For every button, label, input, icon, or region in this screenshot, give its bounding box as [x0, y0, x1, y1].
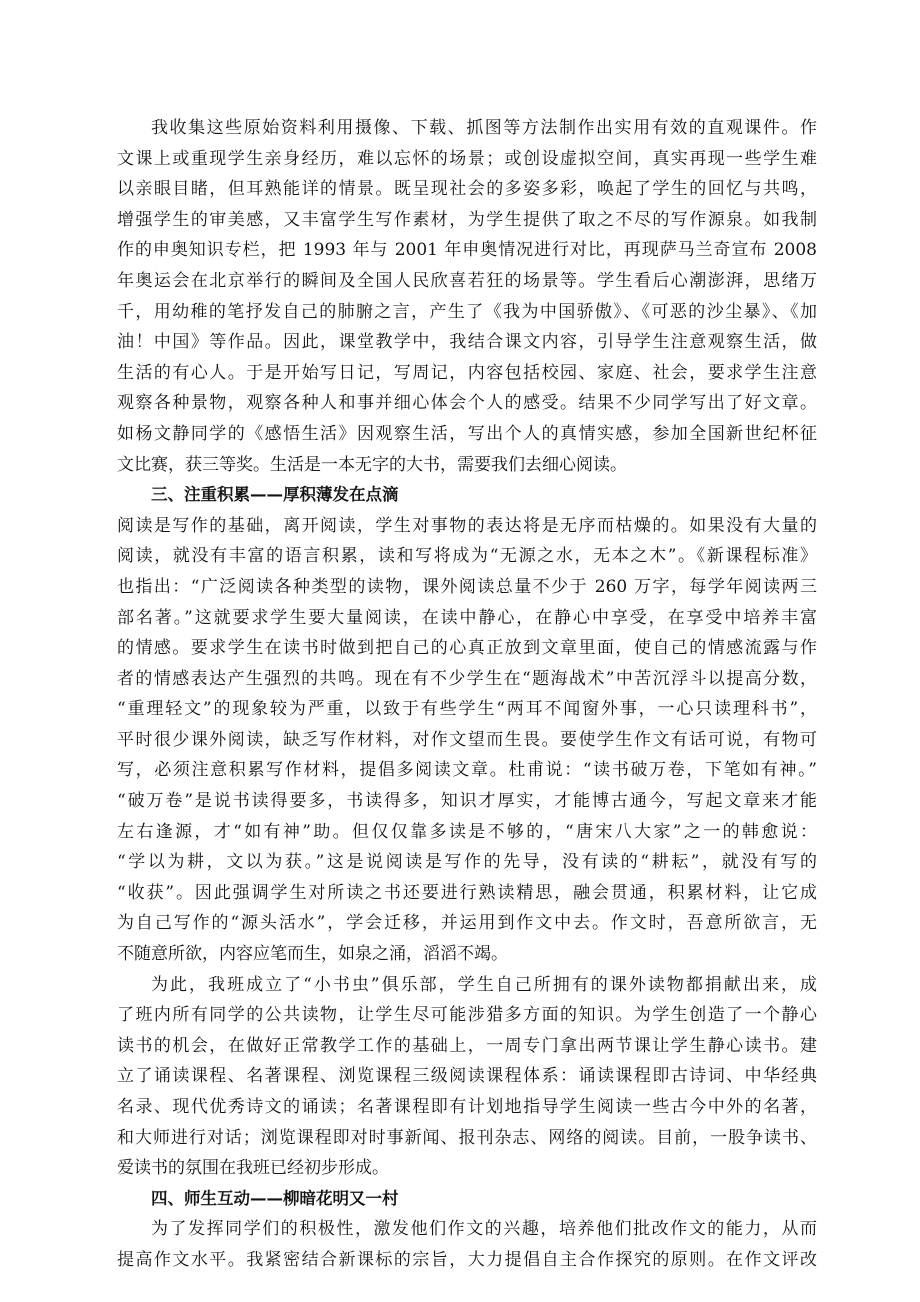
paragraph-line: “破万卷”是说书读得要多，书读得多，知识才厚实，才能博古通今，写起文章来才能: [117, 791, 817, 812]
paragraph-line: 文比赛，获三等奖。生活是一本无字的大书，需要我们去细心阅读。: [117, 454, 627, 475]
paragraph-line: 名录、现代优秀诗文的诵读；名著课程即有计划地指导学生阅读一些古今中外的名著，: [117, 1097, 817, 1117]
paragraph-line: 提高作文水平。我紧密结合新课标的宗旨，大力提倡自主合作探究的原则。在作文评改: [117, 1249, 817, 1270]
paragraph-line: 年奥运会在北京举行的瞬间及全国人民欣喜若狂的场景等。学生看后心潮澎湃，思绪万: [117, 270, 817, 291]
paragraph-line: 部名著。”这就要求学生要大量阅读，在读中静心，在静心中享受，在享受中培养丰富: [117, 607, 817, 628]
paragraph-line: 千，用幼稚的笔抒发自己的肺腑之言，产生了《我为中国骄傲》、《可恶的沙尘暴》、《加: [117, 301, 817, 322]
paragraph-line: 者的情感表达产生强烈的共鸣。现在有不少学生在“题海战术”中苦沉浮斗以提高分数，: [117, 668, 817, 689]
paragraph-line: “收获”。因此强调学生对所读之书还要进行熟读精思，融会贯通，积累材料，让它成: [117, 882, 817, 903]
paragraph-line: 读书的机会，在做好正常教学工作的基础上，一周专门拿出两节课让学生静心读书。建: [117, 1035, 817, 1056]
paragraph-line: 写，必须注意积累写作材料，提倡多阅读文章。杜甫说：“读书破万卷，下笔如有神。”: [117, 760, 817, 781]
paragraph-line: 爱读书的氛围在我班已经初步形成。: [117, 1158, 389, 1179]
paragraph-line: 我收集这些原始资料利用摄像、下载、抓图等方法制作出实用有效的直观课件。作: [151, 118, 817, 138]
paragraph-line: “学以为耕，文以为获。”这是说阅读是写作的先导，没有读的“耕耘”，就没有写的: [117, 852, 817, 873]
paragraph-line: 文课上或重现学生亲身经历，难以忘怀的场景；或创设虚拟空间，真实再现一些学生难: [117, 148, 817, 169]
paragraph-line: 左右逢源，才“如有神”助。但仅仅靠多读是不够的，“唐宋八大家”之一的韩愈说：: [117, 821, 817, 842]
paragraph-line: 如杨文静同学的《感悟生活》因观察生活，写出个人的真情实感，参加全国新世纪杯征: [117, 423, 817, 444]
paragraph-line: 油！中国》等作品。因此，课堂教学中，我结合课文内容，引导学生注意观察生活，做: [117, 332, 817, 353]
paragraph-line: 为了发挥同学们的积极性，激发他们作文的兴趣，培养他们批改作文的能力，从而: [151, 1219, 817, 1240]
paragraph-line: 增强学生的审美感，又丰富学生写作素材，为学生提供了取之不尽的写作源泉。如我制: [117, 209, 817, 230]
paragraph-line: 平时很少课外阅读，缺乏写作材料，对作文望而生畏。要使学生作文有话可说，有物可: [117, 729, 817, 750]
paragraph-line: 作的申奥知识专栏，把 1993 年与 2001 年申奥情况进行对比，再现萨马兰奇宣布 2008: [117, 240, 817, 261]
paragraph-line: 为此，我班成立了“小书虫”俱乐部，学生自己所拥有的课外读物都捐献出来，成: [151, 974, 817, 995]
section-heading: 四、师生互动——柳暗花明又一村: [151, 1188, 399, 1208]
paragraph-line: 观察各种景物，观察各种人和事并细心体会个人的感受。结果不少同学写出了好文章。: [117, 393, 817, 414]
paragraph-line: 阅读，就没有丰富的语言积累，读和写将成为“无源之水，无本之木”。《新课程标准》: [117, 546, 817, 567]
paragraph-line: 也指出：“广泛阅读各种类型的读物，课外阅读总量不少于 260 万字，每学年阅读两三: [117, 576, 817, 597]
paragraph-line: “重理轻文”的现象较为严重，以致于有些学生“两耳不闻窗外事，一心只读理科书”，: [117, 699, 817, 720]
section-heading: 三、注重积累——厚积薄发在点滴: [151, 485, 399, 505]
paragraph-line: 阅读是写作的基础，离开阅读，学生对事物的表达将是无序而枯燥的。如果没有大量的: [117, 515, 817, 536]
paragraph-line: 了班内所有同学的公共读物，让学生尽可能涉猎多方面的知识。为学生创造了一个静心: [117, 1005, 817, 1026]
paragraph-line: 的情感。要求学生在读书时做到把自己的心真正放到文章里面，使自己的情感流露与作: [117, 638, 817, 659]
paragraph-line: 生活的有心人。于是开始写日记，写周记，内容包括校园、家庭、社会，要求学生注意: [117, 362, 817, 383]
paragraph-line: 立了诵读课程、名著课程、浏览课程三级阅读课程体系：诵读课程即古诗词、中华经典: [117, 1066, 817, 1087]
paragraph-line: 和大师进行对话；浏览课程即对时事新闻、报刊杂志、网络的阅读。目前，一股争读书、: [117, 1127, 817, 1148]
paragraph-line: 为自己写作的“源头活水”，学会迁移，并运用到作文中去。作文时，吾意所欲言，无: [117, 913, 817, 934]
paragraph-line: 不随意所欲，内容应笔而生，如泉之涌，滔滔不竭。: [117, 944, 508, 965]
paragraph-line: 以亲眼目睹，但耳熟能详的情景。既呈现社会的多姿多彩，唤起了学生的回忆与共鸣，: [117, 179, 817, 200]
document-body: [117, 113, 817, 1276]
